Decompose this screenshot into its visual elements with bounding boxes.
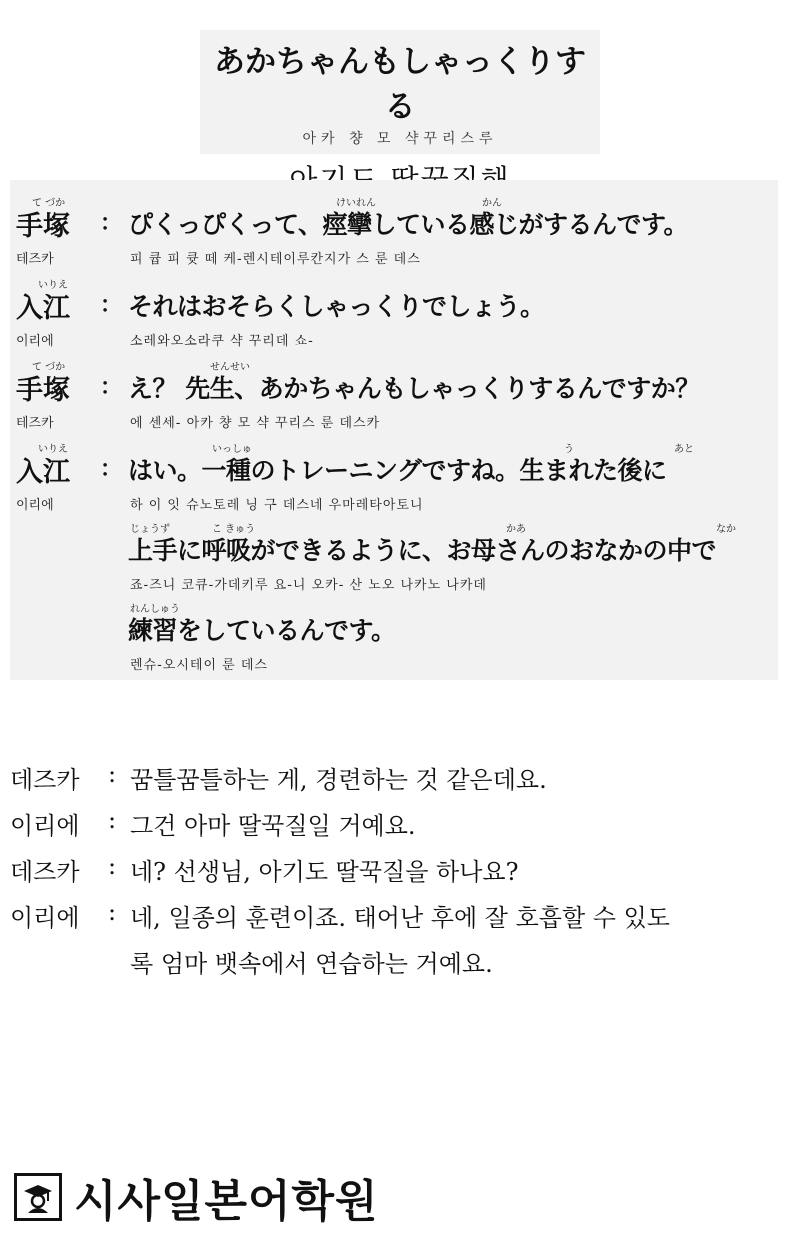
translation-row [10, 852, 795, 898]
translation-row [10, 806, 795, 852]
scholar-logo-icon [14, 1173, 62, 1221]
translation-block [10, 760, 795, 990]
speaker-name: 手塚 [16, 211, 70, 242]
title-japanese: あかちゃんもしゃっくりする [214, 44, 586, 125]
japanese-line: それはおそらくしゃっくりでしょう。 [128, 292, 545, 321]
speaker-reading: 테즈카 [16, 252, 54, 267]
translation-colon: : [108, 760, 117, 788]
speaker-name: 手塚 [16, 375, 70, 406]
translation-speaker: 데즈카 [10, 766, 80, 794]
speaker-name: 入江 [16, 457, 70, 488]
korean-reading: 에 센세- 아카 챵 모 샥 꾸리스 룬 데스카 [130, 416, 381, 431]
furigana: あと [674, 444, 694, 455]
speaker-colon: ： [100, 375, 123, 400]
korean-reading: 렌슈-오시테이 룬 데스 [130, 658, 268, 673]
korean-reading: 하 이 잇 슈노토레 닝 구 데스네 우마레타아토니 [130, 498, 424, 513]
speaker-reading: 이리에 [16, 498, 54, 513]
speaker-reading: 테즈카 [16, 416, 54, 431]
translation-speaker: 데즈카 [10, 858, 80, 886]
korean-reading: 죠-즈니 코큐-가데키루 요-니 오카- 산 노오 나카노 나카데 [130, 578, 487, 593]
translation-speaker: 이리에 [10, 812, 80, 840]
translation-text: 그건 아마 딸꾹질일 거예요. [130, 812, 416, 840]
translation-row [10, 760, 795, 806]
translation-text: 네, 일종의 훈련이죠. 태어난 후에 잘 호흡할 수 있도 [130, 904, 670, 932]
furigana: じょうず [130, 524, 170, 535]
translation-colon: : [108, 898, 117, 926]
japanese-line: 練習をしているんです。 [128, 616, 396, 645]
speaker-colon: ： [100, 293, 123, 318]
furigana: かあ [506, 524, 526, 535]
brand-logo [14, 1162, 379, 1232]
translation-text: 록 엄마 뱃속에서 연습하는 거예요. [130, 950, 493, 978]
speaker-reading: 이리에 [16, 334, 54, 349]
translation-row [10, 898, 795, 944]
speaker-colon: ： [100, 457, 123, 482]
furigana: かん [482, 198, 502, 209]
translation-text: 꿈틀꿈틀하는 게, 경련하는 것 같은데요. [130, 766, 547, 794]
furigana: て づか [32, 198, 66, 209]
translation-colon: : [108, 806, 117, 834]
japanese-line: ぴくっぴくって、痙攣している感じがするんです。 [128, 210, 689, 239]
furigana: いりえ [38, 444, 68, 455]
japanese-line: え？ 先生、あかちゃんもしゃっくりするんですか？ [128, 374, 700, 403]
furigana: れんしゅう [130, 604, 180, 615]
translation-speaker: 이리에 [10, 904, 80, 932]
speaker-colon: ： [100, 211, 123, 236]
furigana: う [564, 444, 574, 455]
title-reading: 아카 챵 모 샥꾸리스루 [302, 131, 498, 147]
furigana: なか [716, 524, 736, 535]
furigana: けいれん [336, 198, 376, 209]
japanese-line: 上手に呼吸ができるように、お母さんのおなかの中で [128, 536, 717, 565]
translation-row [10, 944, 795, 990]
translation-text: 네? 선생님, 아기도 딸꾹질을 하나요? [130, 858, 519, 886]
korean-reading: 소레와오소라쿠 샥 꾸리데 쇼- [130, 334, 314, 349]
furigana: こ きゅう [212, 524, 256, 535]
speaker-name: 入江 [16, 293, 70, 324]
furigana: せんせい [210, 362, 250, 373]
japanese-line: はい。一種のトレーニングですね。生まれた後に [128, 456, 667, 485]
dialog-block [10, 180, 778, 680]
furigana: て づか [32, 362, 66, 373]
translation-colon: : [108, 852, 117, 880]
brand-name: 시사일본어학원 [74, 1176, 379, 1227]
furigana: いりえ [38, 280, 68, 291]
korean-reading: 피 큡 피 큣 떼 케-렌시테이루칸지가 스 룬 데스 [130, 252, 421, 267]
furigana: いっしゅ [212, 444, 252, 455]
title-block [200, 30, 600, 154]
